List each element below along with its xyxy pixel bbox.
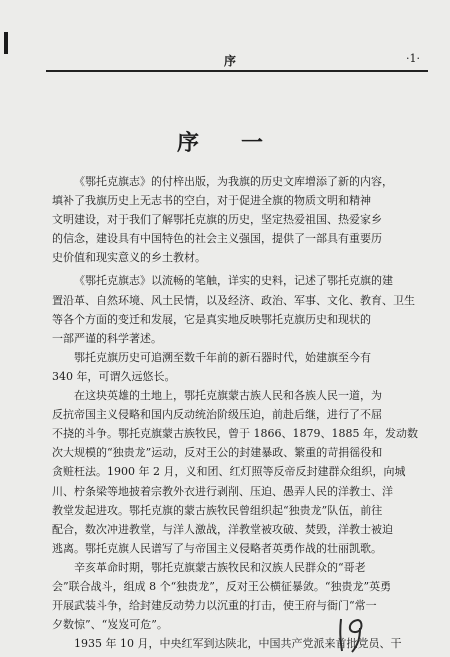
text-line: 《鄂托克旗志》以流畅的笔触，详实的史料，记述了鄂托克旗的建 <box>74 274 393 288</box>
text-line: 辛亥革命时期，鄂托克旗蒙古族牧民和汉族人民群众的“哥老 <box>74 560 366 574</box>
body-text <box>52 172 428 653</box>
text-line: 等各个方面的变迁和发展，它是真实地反映鄂托克旗历史和现状的 <box>52 312 371 326</box>
text-line: 夕数惊”、“岌岌可危”。 <box>52 618 168 632</box>
scan-edge-mark <box>4 32 8 54</box>
running-header <box>46 52 426 68</box>
paragraph <box>52 634 428 653</box>
text-line: 《鄂托克旗志》的付梓出版，为我旗的历史文库增添了新的内容， <box>74 175 393 188</box>
text-line: 在这块英雄的土地上，鄂托克旗蒙古族人民和各族人民一道，为 <box>74 389 382 403</box>
text-line: 1935 年 10 月，中央红军到达陕北，中国共产党派来首批党员、干 <box>74 637 402 651</box>
text-line: 开展武装斗争，给封建反动势力以沉重的打击，使王府与衙门“常一 <box>52 599 377 613</box>
text-line: 填补了我旗历史上无志书的空白，对于促进全旗的物质文明和精神 <box>52 194 371 208</box>
text-line: 贪赃枉法。1900 年 2 月，义和团、红灯照等反帝反封建群众组织，向城 <box>52 465 406 479</box>
page-title: 序 一 <box>176 130 273 156</box>
header-title: 序 <box>224 54 237 68</box>
text-line: 配合，数次冲进教堂，与洋人激战，洋教堂被攻破、焚毁，洋教士被迫 <box>52 522 393 536</box>
text-line: 川、柠条梁等地披着宗教外衣进行剥削、压迫、愚弄人民的洋教士、洋 <box>52 484 393 498</box>
text-line: 不挠的斗争。鄂托克旗蒙古族牧民，曾于 1866、1879、1885 年，发动数 <box>52 427 418 441</box>
text-line: 鄂托克旗历史可追溯至数千年前的新石器时代，始建旗至今有 <box>74 350 371 364</box>
text-line: 反抗帝国主义侵略和国内反动统治阶级压迫，前赴后继，进行了不屈 <box>52 408 382 422</box>
text-line: 逃离。鄂托克旗人民谱写了与帝国主义侵略者英勇作战的壮丽凯歌。 <box>52 541 382 555</box>
paragraph <box>52 558 428 634</box>
text-line: 的信念，建设具有中国特色的社会主义强国，提供了一部具有重要历 <box>52 232 382 246</box>
text-line: 史价值和现实意义的乡土教材。 <box>52 251 206 265</box>
paragraph <box>52 386 428 558</box>
text-line: 置沿革、自然环境、风土民情，以及经济、政治、军事、文化、教育、卫生 <box>52 293 415 307</box>
text-line: 340 年，可谓久远悠长。 <box>52 369 176 383</box>
header-rule <box>46 70 428 72</box>
text-line: 教堂发起进攻。鄂托克旗的蒙古族牧民曾组织起“独贵龙”队伍，前往 <box>52 503 383 517</box>
text-line: 一部严谨的科学著述。 <box>52 331 162 345</box>
paragraph <box>52 271 428 347</box>
page-number: ·1· <box>406 52 420 65</box>
paragraph <box>52 172 428 267</box>
paragraph <box>52 348 428 386</box>
text-line: 会”联合战斗，组成 8 个“独贵龙”，反对王公横征暴敛。“独贵龙”英勇 <box>52 579 392 593</box>
text-line: 文明建设，对于我们了解鄂托克旗的历史，坚定热爱祖国、热爱家乡 <box>52 213 382 227</box>
text-line: 次大规模的“独贵龙”运动，反对王公的封建暴政、繁重的苛捐徭役和 <box>52 446 383 460</box>
handwritten-page-mark <box>336 614 370 654</box>
